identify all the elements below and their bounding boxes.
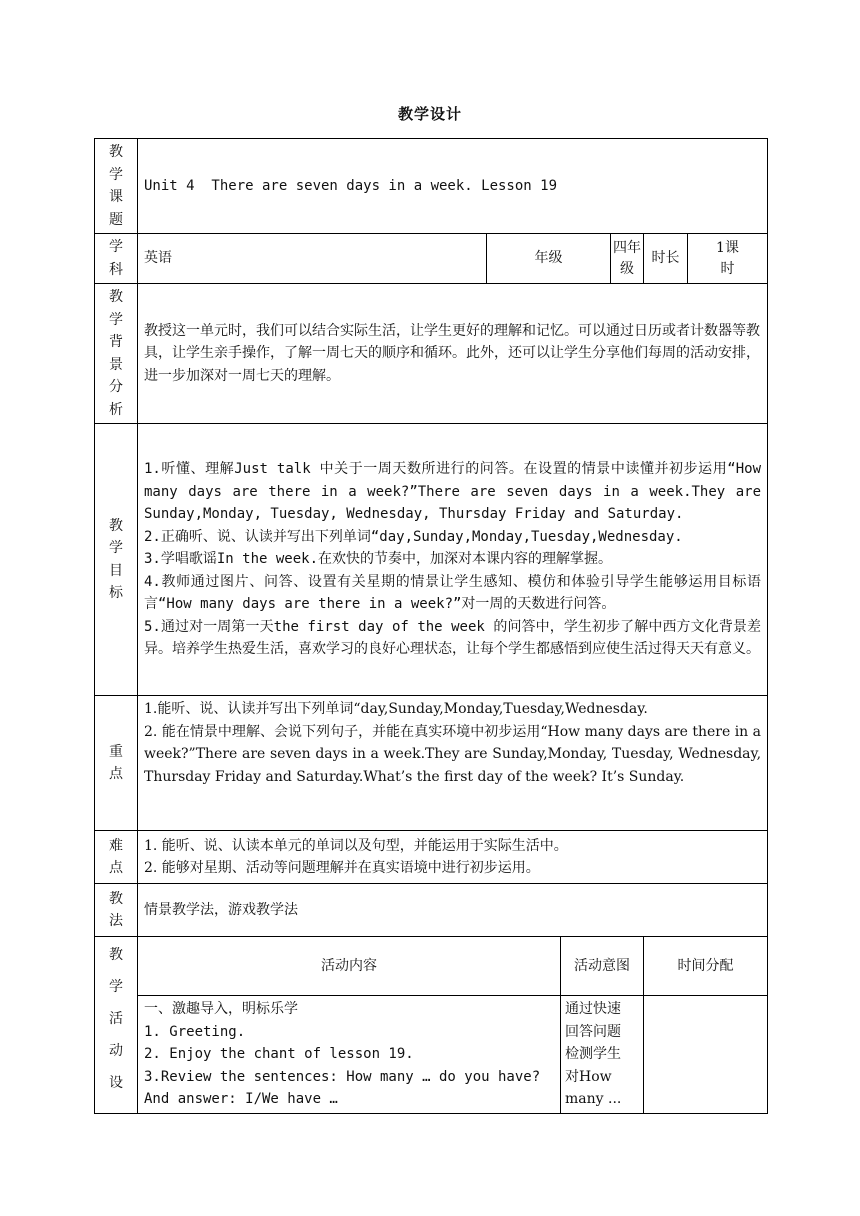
background-label: 教 学 背 景 分 析 (95, 284, 138, 424)
activities-label: 教 学 活 动 设 (95, 937, 138, 1114)
objectives-row (95, 424, 768, 696)
subject-value: 英语 (138, 234, 487, 284)
difficulties-row (95, 831, 768, 884)
objective-item: 3.学唱歌谣In the week.在欢快的节奏中，加深对本课内容的理解掌握。 (144, 551, 613, 568)
difficulty-item: 2. 能够对星期、活动等问题理解并在真实语境中进行初步运用。 (144, 860, 540, 876)
activity-intent: 通过快速 回答问题 检测学生 对How many ... (561, 996, 644, 1114)
background-text: 教授这一单元时，我们可以结合实际生活，让学生更好的理解和记忆。可以通过日历或者计数器等教具，让学生亲手操作，了解一周七天的顺序和循环。此外，还可以让学生分享他们每周的活动安排，进一步加深对一周七天的理解。 (138, 284, 768, 424)
methods-label: 教 法 (95, 884, 138, 937)
key-point-item: 2. 能在情景中理解、会说下列句子，并能在真实环境中初步运用“How many days are there in a week?”There are seven days in a week.They are Sunday,Monday, Tuesday, Wednesday, Thursday Friday and Saturday.What’s the first day of the week? It’s Sunday. (144, 723, 762, 785)
difficulty-item: 1. 能听、说、认读本单元的单词以及句型，并能运用于实际生活中。 (144, 837, 568, 854)
activity-content-header: 活动内容 (138, 937, 561, 996)
objective-item: 5.通过对一周第一天the first day of the week 的问答中，学生初步了解中西方文化背景差异。培养学生热爱生活，喜欢学习的良好心理状态，让每个学生都感悟到应使生活过得天天有意义。 (144, 618, 762, 658)
subject-label: 学 科 (95, 234, 138, 284)
background-row (95, 284, 768, 424)
key-points-label: 重 点 (95, 696, 138, 831)
key-points-content (138, 696, 768, 831)
key-points-row (95, 696, 768, 831)
subject-row (95, 234, 768, 284)
activity-time (644, 996, 768, 1114)
difficulties-label: 难 点 (95, 831, 138, 884)
activity-row (95, 996, 768, 1114)
duration-value: 1课 时 (688, 234, 768, 284)
objective-item: 2.正确听、说、认读并写出下列单词“day,Sunday,Monday,Tuesday,Wednesday. (144, 528, 683, 545)
topic-value: Unit 4 There are seven days in a week. Lesson 19 (138, 139, 768, 234)
lesson-plan-table (94, 138, 768, 1114)
activities-header-row (95, 937, 768, 996)
page-title: 教学设计 (397, 105, 462, 123)
objective-item: 4.教师通过图片、问答、设置有关星期的情景让学生感知、模仿和体验引导学生能够运用目标语言“How many days are there in a week?”对一周的天数进行问答。 (144, 573, 762, 613)
objectives-content (138, 424, 768, 696)
topic-label: 教 学 课 题 (95, 139, 138, 234)
topic-row (95, 139, 768, 234)
objective-item: 1.听懂、理解Just talk 中关于一周天数所进行的问答。在设置的情景中读懂并初步运用“How many days are there in a week?”There are seven days in a week.They are Sunday,Monday, Tuesday, Wednesday, Thursday Friday and Saturday. (144, 461, 762, 523)
activity-time-header: 时间分配 (644, 937, 768, 996)
activity-content: 一、激趣导入，明标乐学 1. Greeting. 2. Enjoy the chant of lesson 19. 3.Review the sentences: How many … do you have? And answer: I/We have … (138, 996, 561, 1114)
objectives-label: 教 学 目 标 (95, 424, 138, 696)
grade-value: 四年 级 (611, 234, 644, 284)
activity-intent-header: 活动意图 (561, 937, 644, 996)
grade-label: 年级 (487, 234, 611, 284)
key-point-item: 1.能听、说、认读并写出下列单词“day,Sunday,Monday,Tuesday,Wednesday. (144, 701, 648, 717)
methods-value: 情景教学法，游戏教学法 (138, 884, 768, 937)
difficulties-content (138, 831, 768, 884)
duration-label: 时长 (644, 234, 688, 284)
methods-row (95, 884, 768, 937)
